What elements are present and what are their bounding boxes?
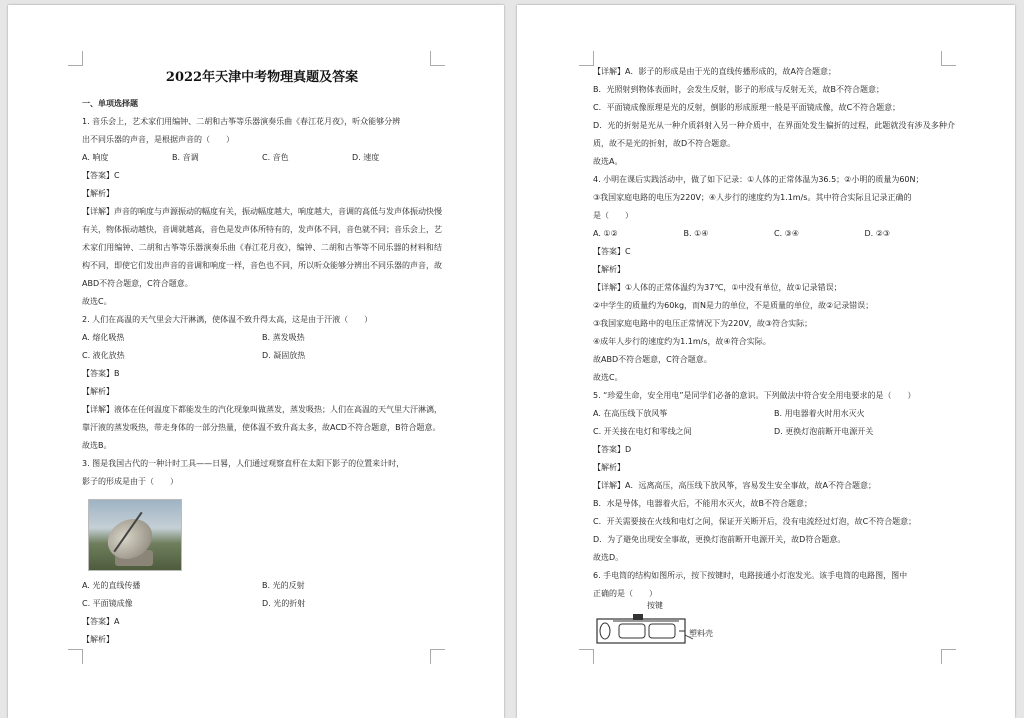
question-1-text: 1. 音乐会上，艺术家们用编钟、二胡和古筝等乐器演奏乐曲《春江花月夜》，听众能够分辨 xyxy=(82,117,401,126)
question-4-detail-2: ②中学生的质量约为60kg，而N是力的单位，不是质量的单位，故②记录错误； xyxy=(593,301,874,310)
question-2-choose: 故选B。 xyxy=(82,441,112,450)
flashlight-bulb xyxy=(600,623,610,639)
question-1-detail: 【详解】声音的响度与声源振动的幅度有关，振动幅度越大，响度越大，音调的高低与发声体振动快慢有关，物体振动越快，音调就越高，音色是发声体所特有的，发声体不同，音色就不同；音乐会上，艺术家们用编钟、二胡和古筝等乐器演奏乐曲《春江花月夜》，编钟、二胡和古筝等不同乐器的材料和结构不同，即使它们发出声音的音调和响度一样，音色也不同，所以听众能够分辨出不同乐器的声音，故ABD不符合题意，C符合题意。 xyxy=(82,207,442,288)
question-2-text: 2. 人们在高温的天气里会大汗淋漓，使体温不致升得太高，这是由于汗液（ ） xyxy=(82,315,373,324)
question-5-text: 5. “珍爱生命，安全用电”是同学们必备的意识。下列做法中符合安全用电要求的是（ ） xyxy=(593,391,916,400)
question-3-answer: 【答案】A xyxy=(82,617,120,626)
option-c: C. 开关接在电灯和零线之间 xyxy=(593,427,692,436)
question-1-options xyxy=(82,149,442,167)
option-a: A. 光的直线传播 xyxy=(82,581,141,590)
question-1-analysis-label: 【解析】 xyxy=(82,189,114,198)
question-3-detail-b: B．光照射到物体表面时，会发生反射，影子的形成与反射无关，故B不符合题意； xyxy=(593,85,884,94)
question-5-options xyxy=(593,423,955,441)
option-a: A. 在高压线下放风筝 xyxy=(593,409,668,418)
question-3-options xyxy=(82,595,442,613)
question-4-answer: 【答案】C xyxy=(593,247,631,256)
flashlight-button xyxy=(633,614,643,620)
question-4-detail-5: 故ABD不符合题意，C符合题意。 xyxy=(593,355,712,364)
question-4-options xyxy=(593,225,955,243)
question-3-choose: 故选A。 xyxy=(593,157,623,166)
question-1-answer: 【答案】C xyxy=(82,171,120,180)
option-d: D. 凝固放热 xyxy=(262,351,306,360)
question-3-text: 3. 图是我国古代的一种计时工具——日晷，人们通过观察直杆在太阳下影子的位置来计时， xyxy=(82,459,405,468)
question-4-detail-3: ③我国家庭电路中的电压正常情况下为220V，故③符合实际； xyxy=(593,319,813,328)
question-4-text-cont: 是（ ） xyxy=(593,211,633,220)
question-6-text-cont: 正确的是（ ） xyxy=(593,589,657,598)
question-3-analysis-label: 【解析】 xyxy=(82,635,114,644)
option-c: C. 音色 xyxy=(262,153,289,162)
option-b: B. 光的反射 xyxy=(262,581,305,590)
figure-label-plastic-shell: 塑料壳 xyxy=(689,629,713,638)
crop-mark xyxy=(579,51,594,66)
question-4-detail-1: 【详解】①人体的正常体温约为37℃，①中没有单位，故①记录错误； xyxy=(593,283,842,292)
document-page-1 xyxy=(8,5,504,718)
question-5-choose: 故选D。 xyxy=(593,553,624,562)
document-title: 2022年天津中考物理真题及答案 xyxy=(165,70,359,85)
option-b: B. 蒸发吸热 xyxy=(262,333,305,342)
page-2-content xyxy=(593,63,955,661)
crop-mark xyxy=(68,649,83,664)
crop-mark xyxy=(430,649,445,664)
question-3-text-cont: 影子的形成是由于（ ） xyxy=(82,477,178,486)
question-5-options xyxy=(593,405,955,423)
option-b: B. 用电器着火时用水灭火 xyxy=(774,409,865,418)
question-4-choose: 故选C。 xyxy=(593,373,623,382)
option-d: D. 更换灯泡前断开电源开关 xyxy=(774,427,874,436)
question-3-options xyxy=(82,577,442,595)
section-heading: 一、单项选择题 xyxy=(82,99,138,108)
question-1-choose: 故选C。 xyxy=(82,297,112,306)
question-3-detail-d: D．光的折射是光从一种介质斜射入另一种介质中，在界面处发生偏折的过程，此题就没有涉及多种介质，故不是光的折射，故D不符合题意。 xyxy=(593,121,955,148)
question-5-detail-d: D．为了避免出现安全事故，更换灯泡前断开电源开关，故D符合题意。 xyxy=(593,535,846,544)
option-d: D. ②③ xyxy=(864,229,891,238)
option-a: A. 熔化吸热 xyxy=(82,333,125,342)
question-2-answer: 【答案】B xyxy=(82,369,120,378)
crop-mark xyxy=(579,649,594,664)
question-2-options xyxy=(82,329,442,347)
question-5-detail-a: 【详解】A．远离高压，高压线下放风筝，容易发生安全事故，故A不符合题意； xyxy=(593,481,876,490)
question-2-detail: 【详解】液体在任何温度下都能发生的汽化现象叫做蒸发，蒸发吸热；人们在高温的天气里大汗淋漓，靠汗液的蒸发吸热，带走身体的一部分热量，使体温不致升高太多，故ACD不符合题意，B符合题意。 xyxy=(82,405,442,432)
question-3-detail-c: C．平面镜成像原理是光的反射，倒影的形成原理一般是平面镜成像，故C不符合题意； xyxy=(593,103,901,112)
question-4-analysis-label: 【解析】 xyxy=(593,265,625,274)
flashlight-figure xyxy=(593,601,955,661)
question-5-analysis-label: 【解析】 xyxy=(593,463,625,472)
battery-2 xyxy=(649,624,675,638)
question-3-detail-a: 【详解】A．影子的形成是由于光的直线传播形成的，故A符合题意； xyxy=(593,67,836,76)
figure-label-button: 按键 xyxy=(647,601,663,610)
option-d: D. 速度 xyxy=(352,153,380,162)
sundial-photo xyxy=(88,499,182,571)
question-2-analysis-label: 【解析】 xyxy=(82,387,114,396)
option-c: C. 液化放热 xyxy=(82,351,125,360)
question-5-detail-b: B．水是导体，电器着火后，不能用水灭火，故B不符合题意； xyxy=(593,499,812,508)
option-d: D. 光的折射 xyxy=(262,599,306,608)
option-c: C. 平面镜成像 xyxy=(82,599,133,608)
question-5-answer: 【答案】D xyxy=(593,445,632,454)
question-4-text-cont: ③我国家庭电路的电压为220V；④人步行的速度约为1.1m/s。其中符合实际且记录正确的 xyxy=(593,193,912,202)
option-a: A. ①② xyxy=(593,229,618,238)
question-4-text: 4. 小明在课后实践活动中，做了如下记录：①人体的正常体温为36.5；②小明的质量为60N； xyxy=(593,175,924,184)
question-2-options xyxy=(82,347,442,365)
page-1-content xyxy=(82,63,442,649)
option-b: B. 音调 xyxy=(172,153,199,162)
question-4-detail-4: ④成年人步行的速度约为1.1m/s，故④符合实际。 xyxy=(593,337,771,346)
document-page-2 xyxy=(517,5,1015,718)
question-1-text-cont: 出不同乐器的声音，是根据声音的（ ） xyxy=(82,135,234,144)
option-b: B. ①④ xyxy=(683,229,709,238)
crop-mark xyxy=(68,51,83,66)
question-6-text: 6. 手电筒的结构如图所示，按下按键时，电路接通小灯泡发光。该手电筒的电路图，图中 xyxy=(593,571,908,580)
question-5-detail-c: C．开关需要接在火线和电灯之间，保证开关断开后，没有电流经过灯泡，故C不符合题意； xyxy=(593,517,917,526)
option-a: A. 响度 xyxy=(82,153,109,162)
battery-1 xyxy=(619,624,645,638)
option-c: C. ③④ xyxy=(774,229,800,238)
